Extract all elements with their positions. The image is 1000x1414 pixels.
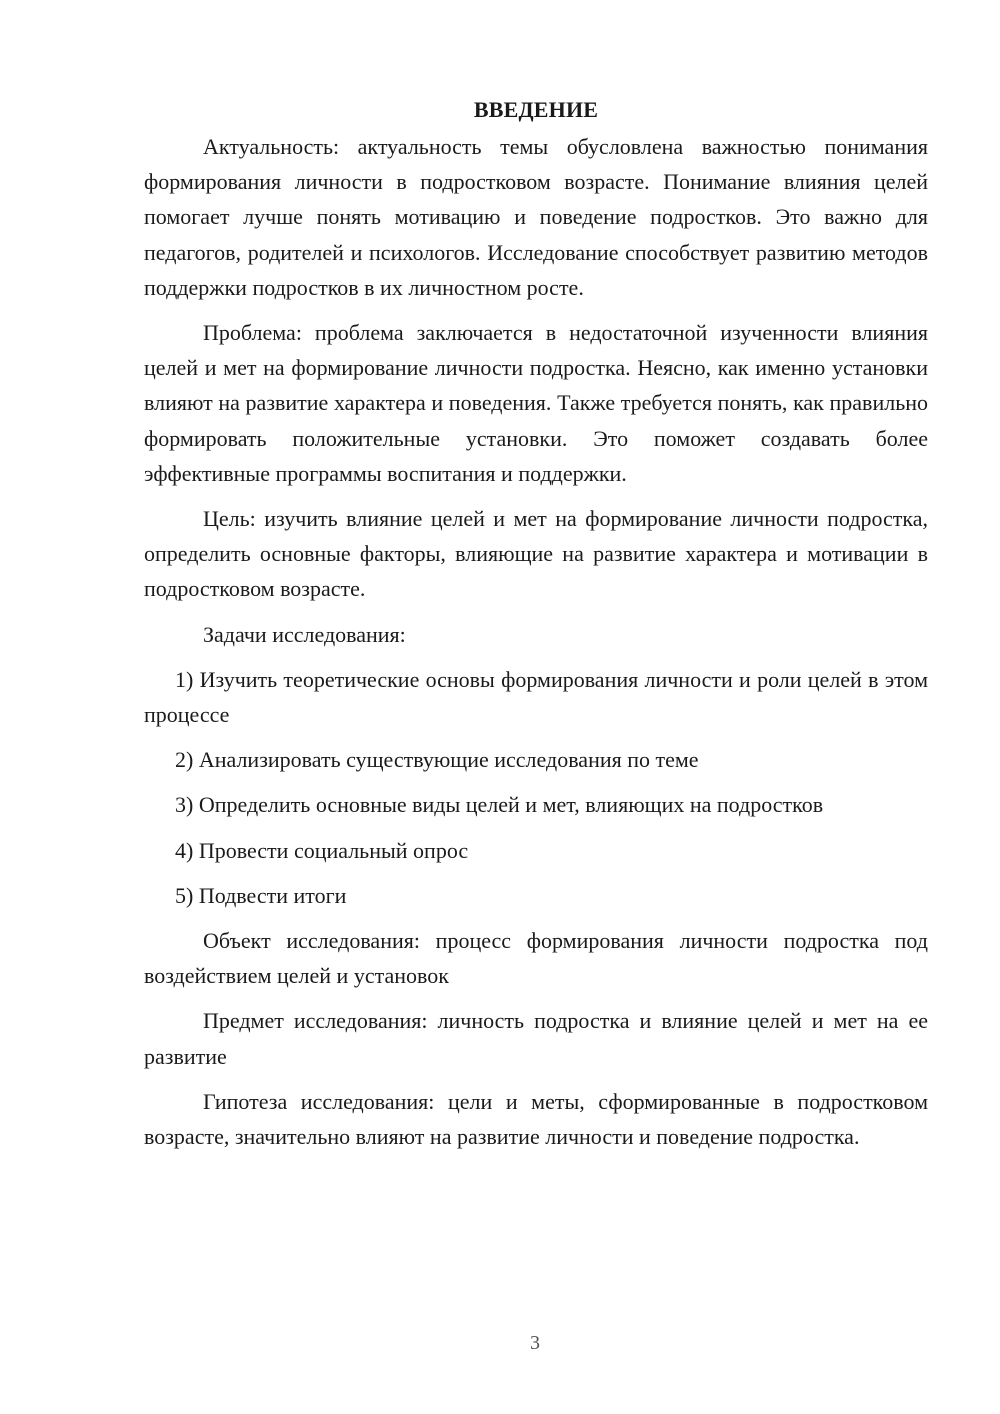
page-title: ВВЕДЕНИЕ bbox=[473, 97, 599, 122]
paragraph-goal: Цель: изучить влияние целей и мет на формирование личности подростка, определить основные факторы, влияющие на развитие характера и мотивации в подростковом возрасте. bbox=[144, 506, 928, 602]
paragraph-subject: Предмет исследования: личность подростка и влияние целей и мет на ее развитие bbox=[144, 1008, 928, 1069]
task-item-2: 2) Анализировать существующие исследования по теме bbox=[175, 747, 699, 773]
task-item-3: 3) Определить основные виды целей и мет, влияющих на подростков bbox=[175, 792, 824, 818]
task-item-4: 4) Провести социальный опрос bbox=[175, 837, 469, 863]
task-item-5: 5) Подвести итоги bbox=[175, 882, 347, 908]
paragraph-relevance: Актуальность: актуальность темы обусловлена важностью понимания формирования личности в подростковом возрасте. Понимание влияния целей помогает лучше понять мотивацию и поведение подростков. Это важно для педагогов, родителей и психологов. Исследование способствует развитию методов поддержки подростков в их личностном росте. bbox=[144, 134, 928, 300]
paragraph-problem: Проблема: проблема заключается в недостаточной изученности влияния целей и мет на формирование личности подростка. Неясно, как именно установки влияют на развитие характера и поведения. Также требуется понять, как правильно формировать положительные установки. Это поможет создавать более эффективные программы воспитания и поддержки. bbox=[144, 320, 928, 486]
page-number: 3 bbox=[530, 1332, 540, 1354]
paragraph-object: Объект исследования: процесс формирования личности подростка под воздействием целей и установок bbox=[144, 928, 928, 989]
paragraph-tasks-heading: Задачи исследования: bbox=[203, 621, 406, 647]
paragraph-hypothesis: Гипотеза исследования: цели и меты, сформированные в подростковом возрасте, значительно влияют на развитие личности и поведение подростка. bbox=[144, 1088, 928, 1150]
task-item-1: 1) Изучить теоретические основы формирования личности и роли целей в этом процессе bbox=[144, 666, 928, 728]
document-page bbox=[144, 92, 928, 1164]
